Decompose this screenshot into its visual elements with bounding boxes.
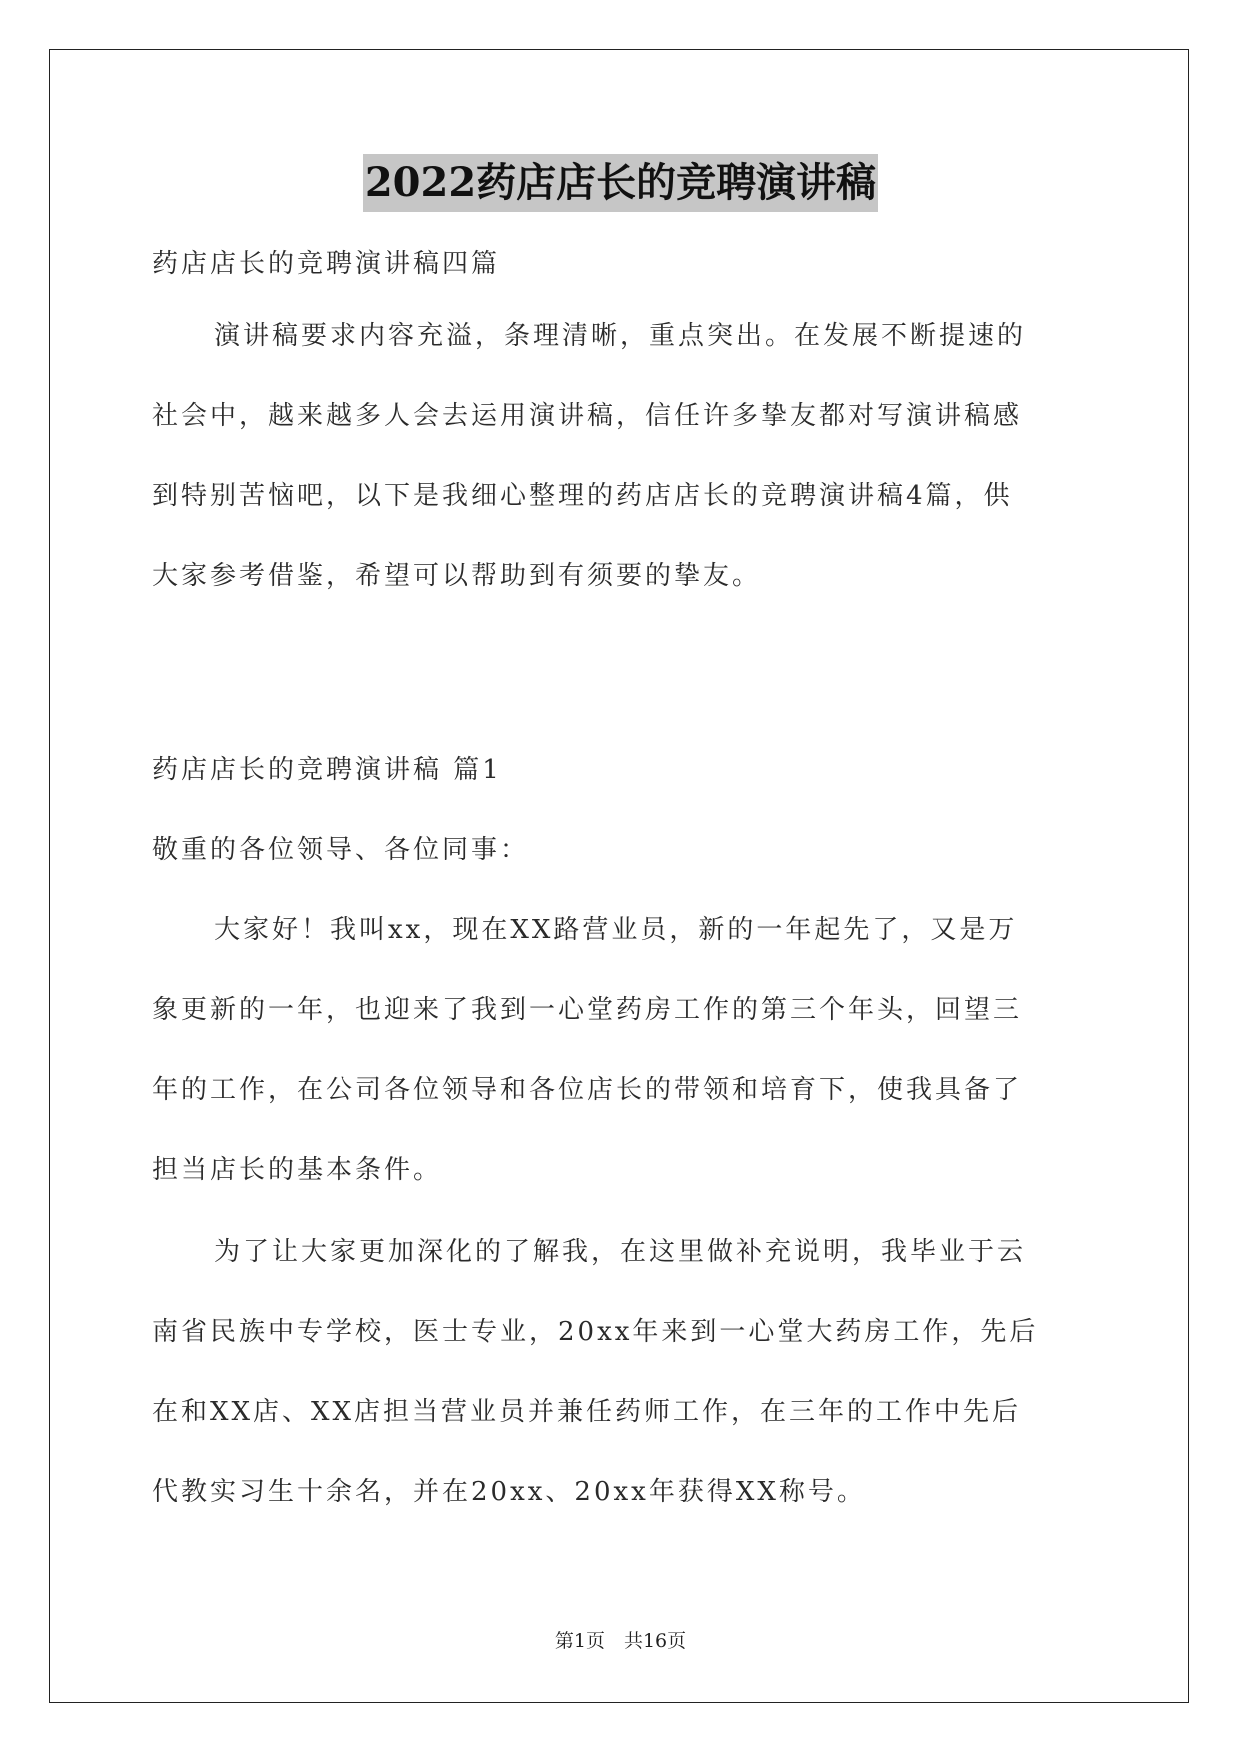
section-heading: 药店店长的竞聘演讲稿 篇1 [152, 755, 502, 785]
paragraph-line: 在和XX店、XX店担当营业员并兼任药师工作，在三年的工作中先后 [152, 1397, 1022, 1427]
subtitle-block [152, 224, 1092, 304]
paragraph-line: 象更新的一年，也迎来了我到一心堂药房工作的第三个年头，回望三 [152, 995, 1023, 1025]
intro-line: 演讲稿要求内容充溢，条理清晰，重点突出。在发展不断提速的 [214, 321, 1027, 351]
paragraph-line: 担当店长的基本条件。 [152, 1155, 443, 1185]
title-area [0, 154, 1241, 212]
document-title: 2022药店店长的竞聘演讲稿 [363, 154, 878, 212]
paragraph-line: 年的工作，在公司各位领导和各位店长的带领和培育下，使我具备了 [152, 1075, 1023, 1105]
intro-line: 大家参考借鉴，希望可以帮助到有须要的挚友。 [152, 561, 762, 591]
paragraph-1 [152, 890, 1092, 1210]
paragraph-line: 为了让大家更加深化的了解我，在这里做补充说明，我毕业于云 [214, 1237, 1027, 1267]
document-subtitle: 药店店长的竞聘演讲稿四篇 [152, 249, 501, 279]
salutation-block [152, 810, 1092, 890]
paragraph-2 [152, 1212, 1092, 1532]
salutation: 敬重的各位领导、各位同事： [152, 835, 530, 865]
page-number-footer: 第1页 共16页 [554, 1630, 687, 1652]
section-heading-block [152, 730, 1092, 810]
paragraph-line: 大家好！我叫xx，现在XX路营业员，新的一年起先了，又是万 [214, 915, 1018, 945]
paragraph-line: 南省民族中专学校，医士专业，20xx年来到一心堂大药房工作，先后 [152, 1317, 1039, 1347]
intro-line: 社会中，越来越多人会去运用演讲稿，信任许多挚友都对写演讲稿感 [152, 401, 1023, 431]
intro-line: 到特别苦恼吧，以下是我细心整理的药店店长的竞聘演讲稿4篇，供 [152, 481, 1013, 511]
intro-paragraph [152, 296, 1092, 616]
paragraph-line: 代教实习生十余名，并在20xx、20xx年获得XX称号。 [152, 1477, 866, 1507]
